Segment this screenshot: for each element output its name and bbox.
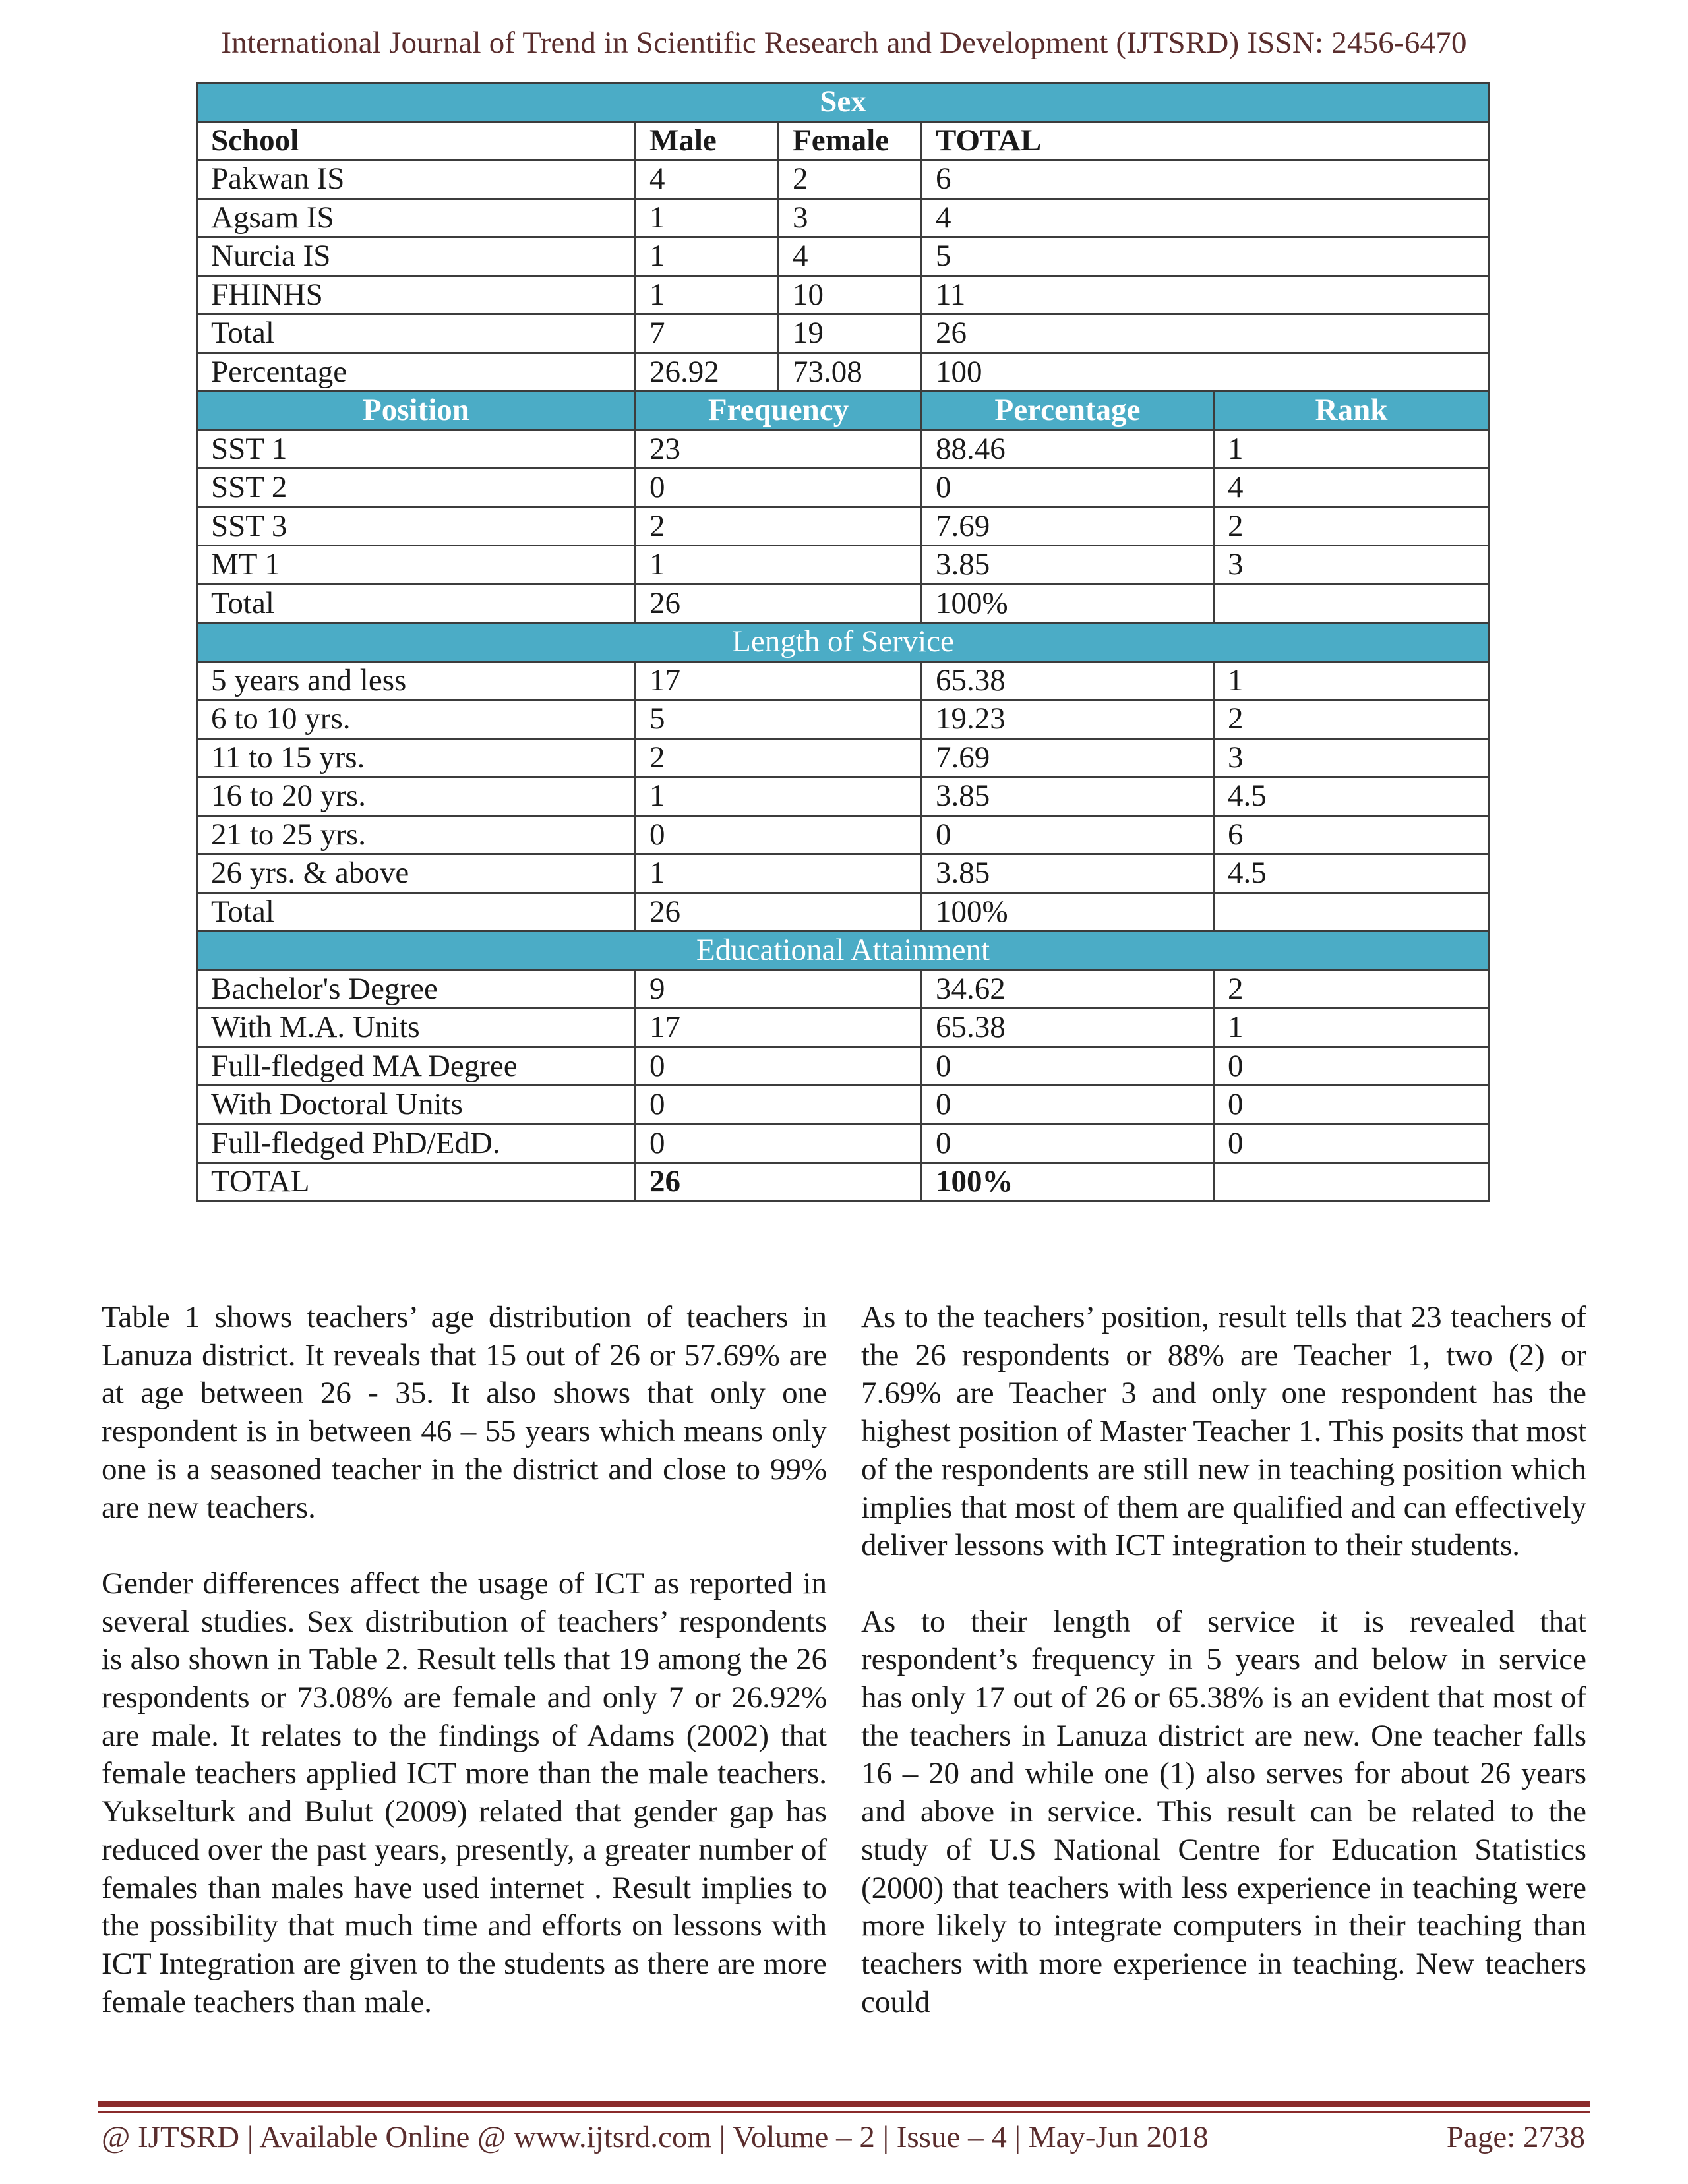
table-cell: 100% xyxy=(922,893,1214,931)
table-row xyxy=(197,1009,1490,1048)
table-cell: 3.85 xyxy=(922,777,1214,816)
column-header: Position xyxy=(197,392,636,430)
table-row xyxy=(197,893,1490,931)
table-cell: 26 xyxy=(636,893,922,931)
table-cell: 1 xyxy=(1214,1009,1490,1048)
table-cell: 2 xyxy=(636,507,922,546)
table-cell: 19.23 xyxy=(922,700,1214,739)
table-cell: 7.69 xyxy=(922,507,1214,546)
table-cell: SST 3 xyxy=(197,507,636,546)
table-cell: 26.92 xyxy=(636,353,779,392)
table-cell: 7.69 xyxy=(922,738,1214,777)
table-cell: 1 xyxy=(1214,430,1490,469)
table-cell: Percentage xyxy=(197,353,636,392)
sex-column-header xyxy=(197,121,1490,160)
body-column-right xyxy=(861,1299,1586,2021)
table-cell: Bachelor's Degree xyxy=(197,970,636,1009)
table-row xyxy=(197,970,1490,1009)
table-row xyxy=(197,237,1490,276)
table-cell: Nurcia IS xyxy=(197,237,636,276)
table-cell: 4 xyxy=(922,198,1490,237)
band-label: Length of Service xyxy=(197,623,1490,662)
table-row xyxy=(197,777,1490,816)
table-cell: 34.62 xyxy=(922,970,1214,1009)
table-row xyxy=(197,314,1490,353)
table-cell: Total xyxy=(197,893,636,931)
table-cell xyxy=(1214,893,1490,931)
table-cell: 4 xyxy=(1214,469,1490,508)
table-cell: 21 to 25 yrs. xyxy=(197,815,636,854)
table-cell: 11 to 15 yrs. xyxy=(197,738,636,777)
table-cell: 1 xyxy=(636,276,779,314)
table-cell: 16 to 20 yrs. xyxy=(197,777,636,816)
table-cell: 0 xyxy=(922,469,1214,508)
paragraph: As to their length of service it is revealed that respondent’s frequency in 5 years and below in service has only 17 out of 26 or 65.38% is an evident that most of the teachers in Lanuza district are new. One teacher falls 16 – 20 and while one (1) also serves for about 26 years and above in service. This result can be related to the study of U.S National Centre for Education Statistics (2000) that teachers with less experience in teaching were more likely to integrate computers in their teaching than teachers with more experience in teaching. New teachers could xyxy=(861,1604,1586,2019)
table-cell: 0 xyxy=(922,1086,1214,1125)
table-cell: Total xyxy=(197,314,636,353)
table-cell: 17 xyxy=(636,1009,922,1048)
table-cell: 3.85 xyxy=(922,546,1214,585)
table-row xyxy=(197,546,1490,585)
table-row xyxy=(197,430,1490,469)
paragraph: Gender differences affect the usage of ICT as reported in several studies. Sex distribution of teachers’ respondents is also shown in Table 2. Result tells that 19 among the 26 respondents or 73.08% are female and only 7 or 26.92% are male. It relates to the findings of Adams (2002) that female teachers applied ICT more than the male teachers. Yukselturk and Bulut (2009) related that gender gap has reduced over the past years, presently, a greater number of females than males have used internet . Result implies to the possibility that much time and efforts on lessons with ICT Integration are given to the students as there are more female teachers than male. xyxy=(102,1566,827,2019)
table-row xyxy=(197,469,1490,508)
demographics-table xyxy=(196,82,1490,1202)
table-cell: 19 xyxy=(779,314,922,353)
section-header-education xyxy=(197,931,1490,970)
body-column-left xyxy=(102,1299,827,2021)
table-cell: 65.38 xyxy=(922,1009,1214,1048)
column-header: Rank xyxy=(1214,392,1490,430)
table-cell: Full-fledged PhD/EdD. xyxy=(197,1124,636,1163)
table-cell: SST 2 xyxy=(197,469,636,508)
table-cell: 1 xyxy=(1214,661,1490,700)
table-cell: With Doctoral Units xyxy=(197,1086,636,1125)
section-header-position xyxy=(197,392,1490,430)
table-cell: TOTAL xyxy=(197,1163,636,1202)
table-cell: 1 xyxy=(636,237,779,276)
table-cell: 0 xyxy=(922,1124,1214,1163)
table-cell: 65.38 xyxy=(922,661,1214,700)
table-cell: MT 1 xyxy=(197,546,636,585)
paragraph: Table 1 shows teachers’ age distribution of teachers in Lanuza district. It reveals that 15 out of 26 or 57.69% are at age between 26 - 35. It also shows that only one respondent is in between 46 – 55 years which means only one is a seasoned teacher in the district and close to 99% are new teachers. xyxy=(102,1300,827,1525)
table-cell: 9 xyxy=(636,970,922,1009)
footer-info: @ IJTSRD | Available Online @ www.ijtsrd.com | Volume – 2 | Issue – 4 | May-Jun 2018 xyxy=(102,2120,1209,2154)
table-cell: Total xyxy=(197,584,636,623)
table-cell: 4 xyxy=(636,160,779,199)
table-cell: 11 xyxy=(922,276,1490,314)
page-number: Page: 2738 xyxy=(1446,2120,1585,2154)
table-cell: With M.A. Units xyxy=(197,1009,636,1048)
journal-header: International Journal of Trend in Scientific Research and Development (IJTSRD) ISSN: 2456-6470 xyxy=(221,26,1467,60)
table-cell: 2 xyxy=(636,738,922,777)
table-cell: 7 xyxy=(636,314,779,353)
table-cell: 0 xyxy=(636,469,922,508)
table-cell: 2 xyxy=(1214,507,1490,546)
table-row xyxy=(197,584,1490,623)
table-cell: 5 xyxy=(922,237,1490,276)
column-header: Female xyxy=(779,121,922,160)
table-cell: 100% xyxy=(922,584,1214,623)
table-cell: 2 xyxy=(1214,700,1490,739)
table-cell: 1 xyxy=(636,546,922,585)
table-cell: Agsam IS xyxy=(197,198,636,237)
table-cell: 0 xyxy=(636,1047,922,1086)
table-cell: 0 xyxy=(922,815,1214,854)
table-cell: 5 years and less xyxy=(197,661,636,700)
band-label: Sex xyxy=(197,83,1490,122)
table-row xyxy=(197,815,1490,854)
table-row xyxy=(197,1086,1490,1125)
table-row xyxy=(197,507,1490,546)
table-cell: Pakwan IS xyxy=(197,160,636,199)
table-cell: 1 xyxy=(636,198,779,237)
table-row xyxy=(197,854,1490,893)
table-cell: 88.46 xyxy=(922,430,1214,469)
page-footer xyxy=(102,2119,1585,2155)
table-cell: 6 xyxy=(922,160,1490,199)
paragraph: As to the teachers’ position, result tells that 23 teachers of the 26 respondents or 88% are Teacher 1, two (2) or 7.69% are Teacher 3 and only one respondent has the highest position of Master Teacher 1. This posits that most of the respondents are still new in teaching position which implies that most of them are qualified and can effectively deliver lessons with ICT integration to their students. xyxy=(861,1300,1586,1563)
section-header-service xyxy=(197,623,1490,662)
table-cell: 1 xyxy=(636,777,922,816)
table-cell: 26 xyxy=(636,1163,922,1202)
table-cell: 6 xyxy=(1214,815,1490,854)
table-cell: 26 xyxy=(922,314,1490,353)
table-cell: Full-fledged MA Degree xyxy=(197,1047,636,1086)
table-cell: 3 xyxy=(1214,546,1490,585)
table-cell: 0 xyxy=(636,1124,922,1163)
table-cell: 3 xyxy=(779,198,922,237)
table-row xyxy=(197,1124,1490,1163)
table-cell: 26 xyxy=(636,584,922,623)
table-cell: 2 xyxy=(779,160,922,199)
footer-rule-thin xyxy=(98,2111,1590,2113)
table-cell xyxy=(1214,1163,1490,1202)
column-header: School xyxy=(197,121,636,160)
table-cell: 0 xyxy=(1214,1124,1490,1163)
table-cell: 10 xyxy=(779,276,922,314)
table-row xyxy=(197,738,1490,777)
footer-rule xyxy=(98,2101,1590,2107)
table-row xyxy=(197,276,1490,314)
table-cell: 17 xyxy=(636,661,922,700)
column-header: Frequency xyxy=(636,392,922,430)
table-cell: 100 xyxy=(922,353,1490,392)
table-cell: 4.5 xyxy=(1214,854,1490,893)
table-row xyxy=(197,1163,1490,1202)
table-row xyxy=(197,353,1490,392)
table-cell: 4 xyxy=(779,237,922,276)
table-row xyxy=(197,160,1490,199)
section-header-sex xyxy=(197,83,1490,122)
table-cell: 0 xyxy=(636,815,922,854)
table-cell: FHINHS xyxy=(197,276,636,314)
table-cell: SST 1 xyxy=(197,430,636,469)
table-row xyxy=(197,198,1490,237)
table-cell: 73.08 xyxy=(779,353,922,392)
table-cell xyxy=(1214,584,1490,623)
table-cell: 26 yrs. & above xyxy=(197,854,636,893)
table-cell: 4.5 xyxy=(1214,777,1490,816)
table-cell: 6 to 10 yrs. xyxy=(197,700,636,739)
table-cell: 1 xyxy=(636,854,922,893)
table-cell: 0 xyxy=(636,1086,922,1125)
table-row xyxy=(197,661,1490,700)
table-cell: 3.85 xyxy=(922,854,1214,893)
table-cell: 0 xyxy=(1214,1047,1490,1086)
table-row xyxy=(197,700,1490,739)
column-header: Percentage xyxy=(922,392,1214,430)
table-cell: 5 xyxy=(636,700,922,739)
table-cell: 0 xyxy=(1214,1086,1490,1125)
column-header: TOTAL xyxy=(922,121,1490,160)
table-cell: 2 xyxy=(1214,970,1490,1009)
table-cell: 3 xyxy=(1214,738,1490,777)
band-label: Educational Attainment xyxy=(197,931,1490,970)
table-cell: 100% xyxy=(922,1163,1214,1202)
table-cell: 0 xyxy=(922,1047,1214,1086)
column-header: Male xyxy=(636,121,779,160)
table-cell: 23 xyxy=(636,430,922,469)
table-row xyxy=(197,1047,1490,1086)
